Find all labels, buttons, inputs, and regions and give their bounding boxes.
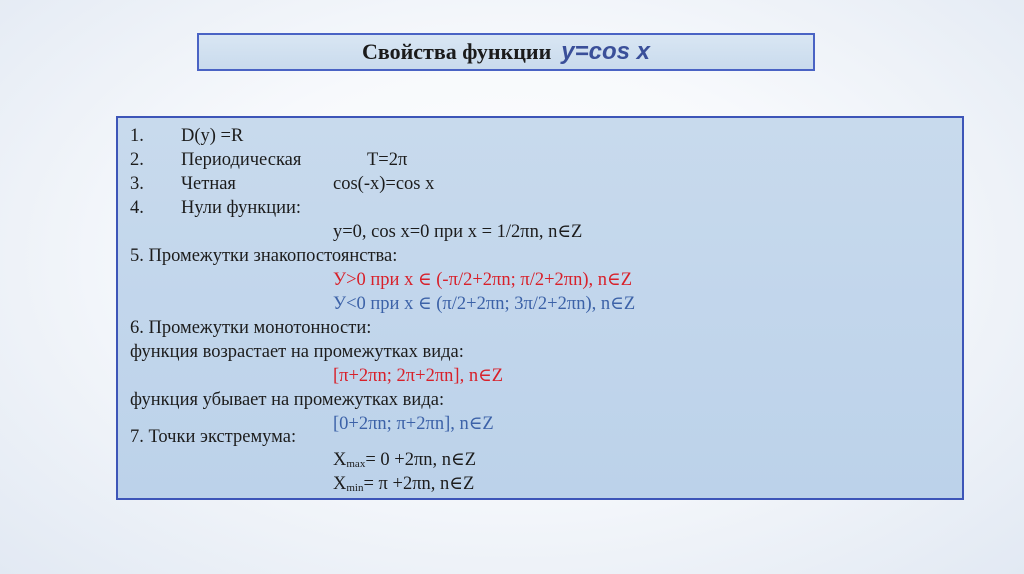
item-5-positive-interval: У>0 при x ∈ (-π/2+2πn; π/2+2πn), n∈Z <box>333 270 633 290</box>
item-1-text: D(y) =R <box>181 126 244 146</box>
item-6-decreasing-formula: [0+2πn; π+2πn], n∈Z <box>333 414 494 434</box>
title-box <box>197 33 815 71</box>
item-5-heading: 5. Промежутки знакопостоянства: <box>130 246 398 266</box>
item-5-negative-interval: У<0 при x ∈ (π/2+2πn; 3π/2+2πn), n∈Z <box>333 294 636 314</box>
item-6-increasing-formula: [π+2πn; 2π+2πn], n∈Z <box>333 366 504 386</box>
x-min-symbol: X <box>333 474 347 494</box>
item-4-number: 4. <box>130 198 144 218</box>
x-max-subscript: max <box>346 458 366 470</box>
item-6-increasing-text: функция возрастает на промежутках вида: <box>130 342 464 362</box>
item-1-number: 1. <box>130 126 144 146</box>
x-min-subscript: min <box>346 482 364 494</box>
title-function: y=cos x <box>561 38 651 65</box>
item-4-text: Нули функции: <box>181 198 302 218</box>
item-6-decreasing-text: функция убывает на промежутках вида: <box>130 390 445 410</box>
properties-box <box>116 116 964 500</box>
x-max-value: = 0 +2πn, n∈Z <box>365 450 477 470</box>
item-2-number: 2. <box>130 150 144 170</box>
item-3-formula: cos(-x)=cos x <box>333 174 435 194</box>
item-7-heading: 7. Точки экстремума: <box>130 427 297 447</box>
x-max-formula <box>333 451 476 470</box>
item-3-number: 3. <box>130 174 144 194</box>
x-max-symbol: X <box>333 450 347 470</box>
item-6-heading: 6. Промежутки монотонности: <box>130 318 372 338</box>
x-min-formula <box>333 475 474 494</box>
item-4-formula: y=0, cos x=0 при x = 1/2πn, n∈Z <box>333 222 583 242</box>
item-3-text: Четная <box>181 174 236 194</box>
item-2-formula: T=2π <box>367 150 408 170</box>
title-text: Свойства функции <box>361 39 552 64</box>
item-2-text: Периодическая <box>181 150 302 170</box>
x-min-value: = π +2πn, n∈Z <box>363 474 475 494</box>
